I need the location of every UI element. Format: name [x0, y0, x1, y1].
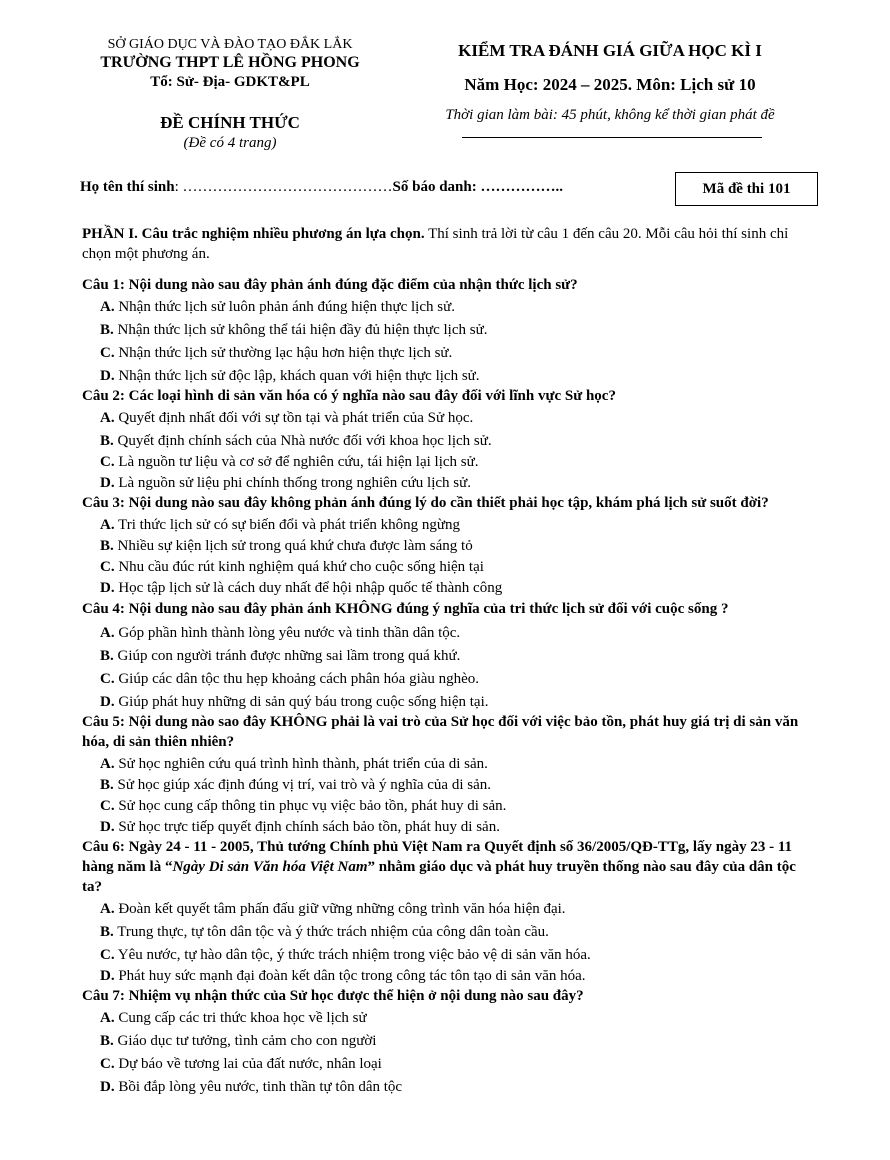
question-6: Câu 6: Ngày 24 - 11 - 2005, Thủ tướng Chính phủ Việt Nam ra Quyết định số 36/2005/QĐ-TTg, lấy ngày 23 - 11 hàng năm là “Ngày Di sản Văn hóa Việt Nam” nhằm giáo dục và phát huy truyền thống nào sau đây của dân tộc ta?: [82, 839, 796, 895]
school-name: TRƯỜNG THPT LÊ HỒNG PHONG: [100, 54, 360, 71]
exam-code-box: Mã đề thi 101: [675, 172, 818, 206]
student-number-field[interactable]: Số báo danh: ……………..: [392, 179, 563, 195]
exam-title: KIỂM TRA ĐÁNH GIÁ GIỮA HỌC KÌ I: [458, 41, 762, 60]
part-instructions: [82, 224, 817, 264]
option-1d: D. Nhận thức lịch sử độc lập, khách quan với hiện thực lịch sử.: [100, 368, 480, 384]
subject-group: Tổ: Sử- Địa- GDKT&PL: [150, 74, 310, 90]
header-left: [60, 36, 400, 153]
student-name-field[interactable]: : ……………………………………: [174, 179, 393, 195]
question-7: Câu 7: Nhiệm vụ nhận thức của Sử học được thể hiện ở nội dung nào sau đây?: [82, 988, 584, 1004]
question-1: Câu 1: Nội dung nào sau đây phản ánh đúng đặc điểm của nhận thức lịch sử?: [82, 277, 578, 293]
header-right: [400, 40, 820, 125]
option-6d: D. Phát huy sức mạnh đại đoàn kết dân tộc trong công tác tôn tạo di sản văn hóa.: [100, 968, 586, 984]
option-4a: A. Góp phần hình thành lòng yêu nước và tinh thần dân tộc.: [100, 625, 461, 641]
option-6b: B. Trung thực, tự tôn dân tộc và ý thức trách nhiệm của công dân toàn cầu.: [100, 924, 549, 940]
option-5d: D. Sử học trực tiếp quyết định chính sách bảo tồn, phát huy di sản.: [100, 819, 500, 835]
option-4d: D. Giúp phát huy những di sản quý báu trong cuộc sống hiện tại.: [100, 694, 489, 710]
option-5c: C. Sử học cung cấp thông tin phục vụ việc bảo tồn, phát huy di sản.: [100, 798, 507, 814]
option-2a: A. Quyết định nhất đối với sự tồn tại và phát triển của Sử học.: [100, 410, 474, 426]
option-4c: C. Giúp các dân tộc thu hẹp khoảng cách phân hóa giàu nghèo.: [100, 671, 480, 687]
option-3c: C. Nhu cầu đúc rút kinh nghiệm quá khứ cho cuộc sống hiện tại: [100, 559, 484, 575]
student-name-label: Họ tên thí sinh: [80, 179, 175, 195]
question-3: Câu 3: Nội dung nào sau đây không phản ánh đúng lý do cần thiết phải học tập, khám phá lịch sử suốt đời?: [82, 495, 769, 511]
part-title: PHẦN I. Câu trắc nghiệm nhiều phương án lựa chọn.: [82, 226, 425, 242]
option-5a: A. Sử học nghiên cứu quá trình hình thành, phát triển của di sản.: [100, 756, 488, 772]
part-instruction-text: Thí sinh trả lời từ câu 1 đến câu 20. Mỗi câu hỏi thí sinh chỉ chọn một phương án.: [82, 226, 789, 262]
question-4: Câu 4: Nội dung nào sau đây phản ánh KHÔNG đúng ý nghĩa của tri thức lịch sử đối với cuộc sống ?: [82, 601, 729, 617]
heritage-day-name: Ngày Di sản Văn hóa Việt Nam: [172, 859, 368, 875]
option-7c: C. Dự báo về tương lai của đất nước, nhân loại: [100, 1056, 382, 1072]
option-7d: D. Bồi đắp lòng yêu nước, tinh thần tự tôn dân tộc: [100, 1079, 403, 1095]
official-label: ĐỀ CHÍNH THỨC: [160, 113, 300, 132]
option-7b: B. Giáo dục tư tưởng, tình cảm cho con người: [100, 1033, 377, 1049]
option-1c: C. Nhận thức lịch sử thường lạc hậu hơn hiện thực lịch sử.: [100, 345, 453, 361]
option-2b: B. Quyết định chính sách của Nhà nước đối với khoa học lịch sử.: [100, 433, 492, 449]
option-4b: B. Giúp con người tránh được những sai lầm trong quá khứ.: [100, 648, 461, 664]
question-2: Câu 2: Các loại hình di sản văn hóa có ý nghĩa nào sau đây đối với lĩnh vực Sử học?: [82, 388, 616, 404]
department-name: SỞ GIÁO DỤC VÀ ĐÀO TẠO ĐẮK LẮK: [107, 37, 353, 52]
student-info-line: [80, 179, 563, 196]
option-1b: B. Nhận thức lịch sử không thể tái hiện đầy đủ hiện thực lịch sử.: [100, 322, 488, 338]
page-count: (Đề có 4 trang): [183, 135, 277, 151]
option-3d: D. Học tập lịch sử là cách duy nhất để hội nhập quốc tế thành công: [100, 580, 503, 596]
question-5: Câu 5: Nội dung nào sao đây KHÔNG phải là vai trò của Sử học đối với việc bảo tồn, phát huy giá trị di sản văn hóa, di sản thiên nhiên?: [82, 714, 799, 750]
option-6a: A. Đoàn kết quyết tâm phấn đấu giữ vững những công trình văn hóa hiện đại.: [100, 901, 566, 917]
option-3b: B. Nhiều sự kiện lịch sử trong quá khứ chưa được làm sáng tỏ: [100, 538, 473, 554]
time-limit: Thời gian làm bài: 45 phút, không kể thời gian phát đề: [445, 107, 775, 123]
option-2d: D. Là nguồn sử liệu phi chính thống trong nghiên cứu lịch sử.: [100, 475, 472, 491]
header-divider: [462, 137, 762, 138]
option-7a: A. Cung cấp các tri thức khoa học về lịch sử: [100, 1010, 367, 1026]
option-6c: C. Yêu nước, tự hào dân tộc, ý thức trách nhiệm trong việc bảo vệ di sản văn hóa.: [100, 947, 591, 963]
year-subject: Năm Học: 2024 – 2025. Môn: Lịch sử 10: [464, 75, 756, 94]
option-1a: A. Nhận thức lịch sử luôn phản ánh đúng hiện thực lịch sử.: [100, 299, 455, 315]
option-2c: C. Là nguồn tư liệu và cơ sở để nghiên cứu, tái hiện lại lịch sử.: [100, 454, 479, 470]
exam-content: [82, 224, 817, 1097]
option-3a: A. Tri thức lịch sử có sự biến đổi và phát triển không ngừng: [100, 517, 461, 533]
option-5b: B. Sử học giúp xác định đúng vị trí, vai trò và ý nghĩa của di sản.: [100, 777, 491, 793]
